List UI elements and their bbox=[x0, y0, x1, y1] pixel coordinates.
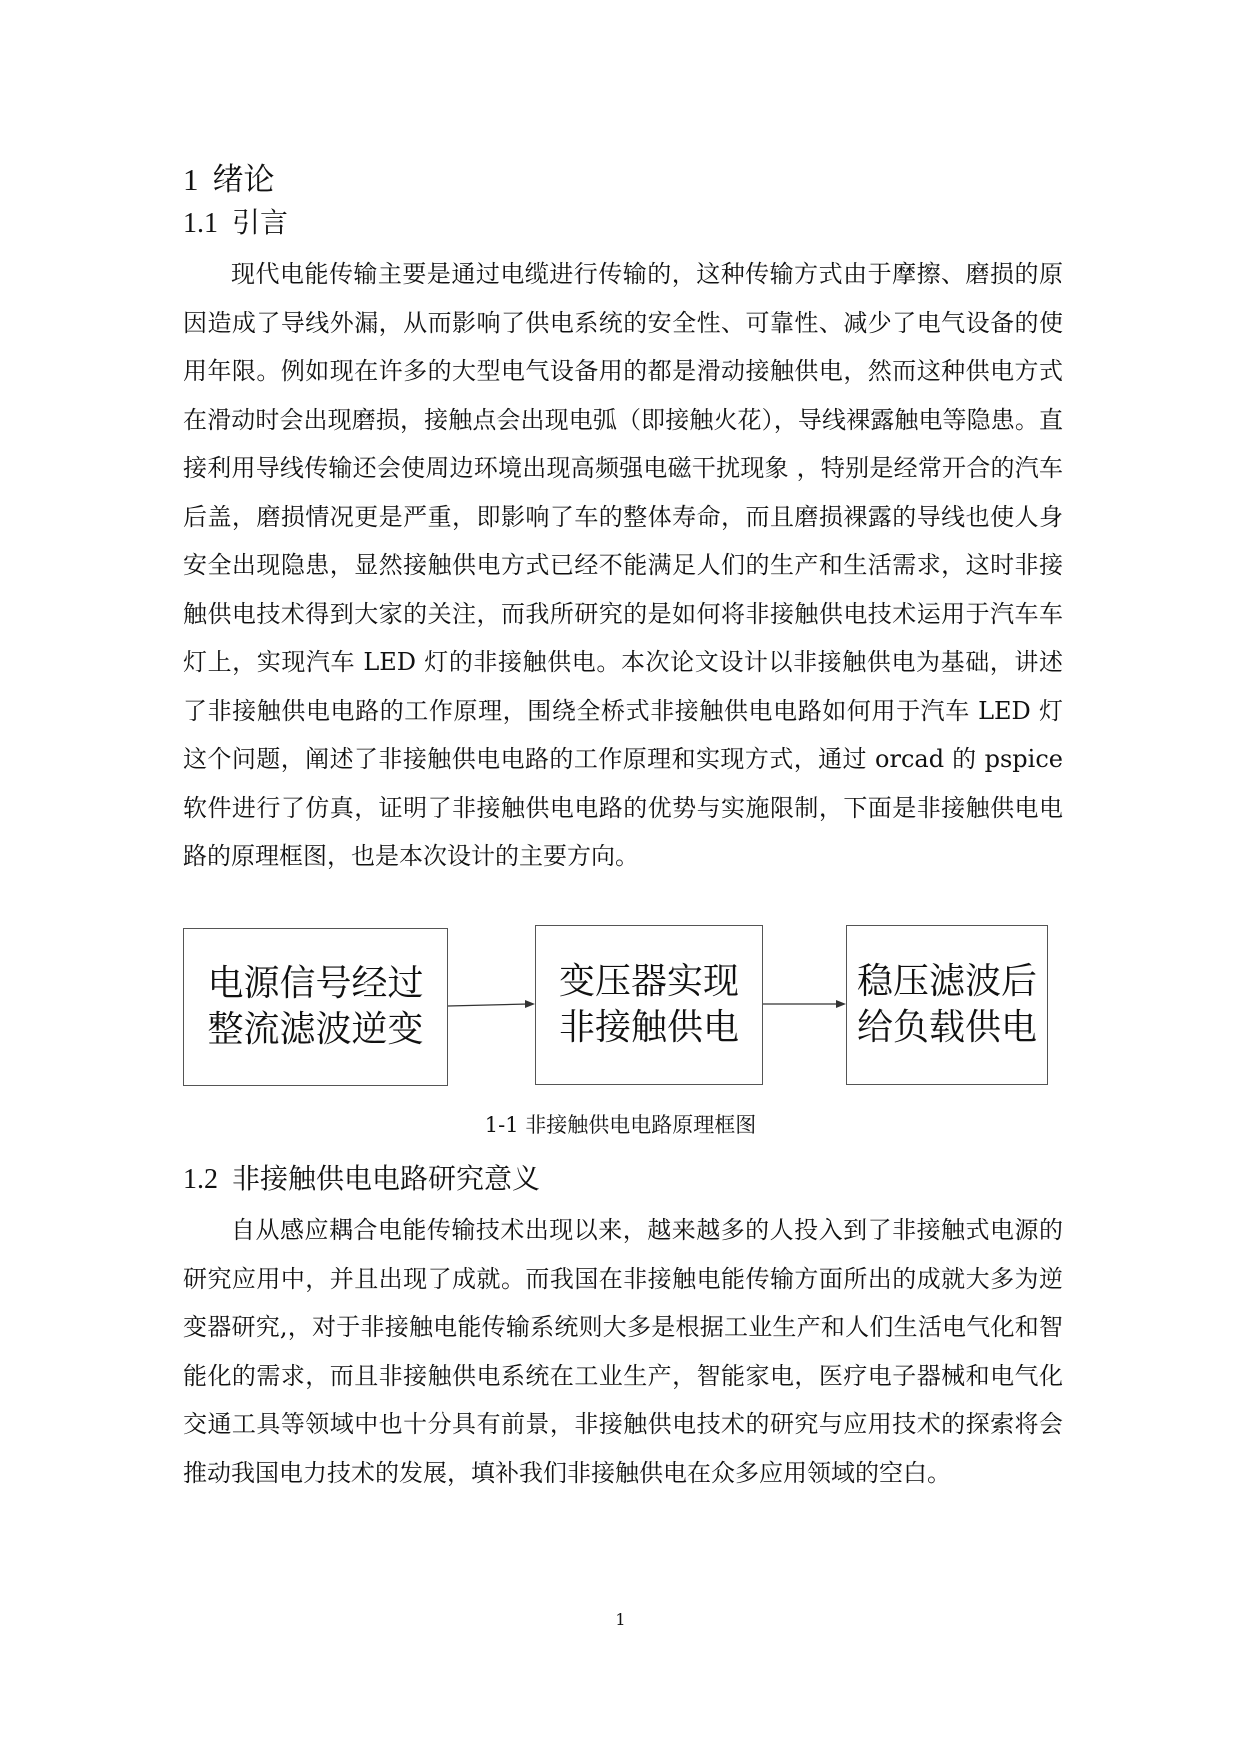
section-1-1-number: 1.1 bbox=[183, 208, 218, 239]
chapter-title: 绪论 bbox=[212, 162, 275, 198]
intro-paragraph: 现代电能传输主要是通过电缆进行传输的，这种传输方式由于摩擦、磨损的原因造成了导线外漏，从而影响了供电系统的安全性、可靠性、减少了电气设备的使用年限。例如现在许多的大型电气设备用的都是滑动接触供电，然而这种供电方式在滑动时会出现磨损，接触点会出现电弧（即接触火花），导线裸露触电等隐患。直接利用导线传输还会使周边环境出现高频强电磁干扰现象 ，特别是经常开合的汽车后盖，磨损情况更是严重，即影响了车的整体寿命，而且磨损裸露的导线也使人身安全出现隐患，显然接触供电方式已经不能满足人们的生产和生活需求，这时非接触供电技术得到大家的关注，而我所研究的是如何将非接触供电技术运用于汽车车灯上，实现汽车 LED 灯的非接触供电。本次论文设计以非接触供电为基础，讲述了非接触供电电路的工作原理，围绕全桥式非接触供电电路如何用于汽车 LED 灯这个问题，阐述了非接触供电电路的工作原理和实现方式，通过 orcad 的 pspice 软件进行了仿真，证明了非接触供电电路的优势与实施限制，下面是非接触供电电路的原理框图，也是本次设计的主要方向。 bbox=[183, 260, 1063, 870]
diagram-block-rectifier-line2: 整流滤波逆变 bbox=[207, 1009, 424, 1050]
chapter-number: 1 bbox=[183, 162, 199, 197]
diagram-block-regulator-line2: 给负载供电 bbox=[856, 1007, 1037, 1048]
page-number: 1 bbox=[615, 1610, 626, 1629]
figure-caption: 1-1 非接触供电电路原理框图 bbox=[484, 1113, 757, 1137]
significance-paragraph: 自从感应耦合电能传输技术出现以来，越来越多的人投入到了非接触式电源的研究应用中，并且出现了成就。而我国在非接触电能传输方面所出的成就大多为逆变器研究,，对于非接触电能传输系统则大多是根据工业生产和人们生活电气化和智能化的需求，而且非接触供电系统在工业生产，智能家电，医疗电子器械和电气化交通工具等领域中也十分具有前景，非接触供电技术的研究与应用技术的探索将会推动我国电力技术的发展，填补我们非接触供电在众多应用领域的空白。 bbox=[183, 1216, 1063, 1487]
arrow-block1-to-block2 bbox=[448, 1000, 535, 1008]
diagram-block-transformer-line1: 变压器实现 bbox=[558, 961, 739, 1002]
arrow-block2-to-block3 bbox=[763, 1000, 846, 1008]
section-1-2-title: 非接触供电电路研究意义 bbox=[232, 1162, 541, 1195]
diagram-block-rectifier-line1: 电源信号经过 bbox=[207, 963, 424, 1004]
section-1-1-title: 引言 bbox=[232, 206, 289, 239]
section-1-2-number: 1.2 bbox=[183, 1164, 218, 1195]
diagram-block-regulator-line1: 稳压滤波后 bbox=[856, 961, 1037, 1002]
diagram-block-transformer-line2: 非接触供电 bbox=[558, 1007, 739, 1048]
section-heading-1-2 bbox=[183, 1160, 540, 1199]
